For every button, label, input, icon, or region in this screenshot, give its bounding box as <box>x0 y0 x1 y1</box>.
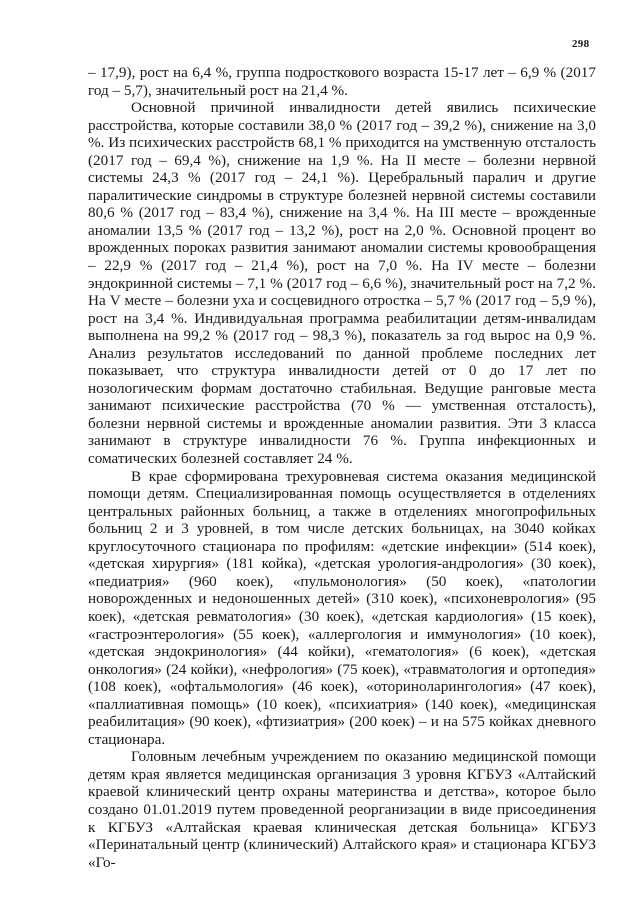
paragraph-care-system: В крае сформирована трехуровневая система оказания медицинской помощи детям. Специализированная помощь осуществляется в отделениях центральных районных больниц, а также в отделениях многопрофильных больниц 2 и 3 уровней, в том числе детских больницах, на 3040 койках круглосуточного стационара по профилям: «детские инфекции» (514 коек), «детская хирургия» (181 койка), «детская урология-андрология» (30 коек), «педиатрия» (960 коек), «пульмонология» (50 коек), «патологии новорожденных и недоношенных детей» (310 коек), «психоневрология» (95 коек), «детская ревматология» (30 коек), «детская кардиология» (15 коек), «гастроэнтерология» (55 коек), «аллергология и иммунология» (10 коек), «детская эндокринология» (44 койки), «гематология» (6 коек), «детская онкология» (24 койки), «нефрология» (75 коек), «травматология и ортопедия» (108 коек), «офтальмология» (46 коек), «оториноларингология» (47 коек), «паллиативная помощь» (10 коек), «психиатрия» (140 коек), «медицинская реабилитация» (90 коек), «фтизиатрия» (200 коек) – и на 575 койках дневного стационара. <box>88 467 596 748</box>
paragraph-continuation: – 17,9), рост на 6,4 %, группа подросткового возраста 15-17 лет – 6,9 % (2017 год – 5,7), значительный рост на 21,4 %. <box>88 64 596 99</box>
body-text <box>88 64 596 871</box>
page-number: 298 <box>572 38 590 50</box>
paragraph-disability-causes: Основной причиной инвалидности детей явились психические расстройства, которые составили 38,0 % (2017 год – 39,2 %), снижение на 3,0 %. Из психических расстройств 68,1 % приходится на умственную отсталость (2017 год – 69,4 %), снижение на 1,9 %. На II месте – болезни нервной системы 24,3 % (2017 год – 24,1 %). Церебральный паралич и другие паралитические синдромы в структуре болезней нервной системы составили 80,6 % (2017 год – 83,4 %), снижение на 3,4 %. На III месте – врожденные аномалии 13,5 % (2017 год – 13,2 %), рост на 2,0 %. Основной процент во врожденных пороках развития занимают аномалии системы кровообращения – 22,9 % (2017 год – 21,4 %), рост на 7,0 %. На IV месте – болезни эндокринной системы – 7,1 % (2017 год – 6,6 %), значительный рост на 7,2 %. На V месте – болезни уха и сосцевидного отростка – 5,7 % (2017 год – 5,9 %), рост на 3,4 %. Индивидуальная программа реабилитации детям-инвалидам выполнена на 99,2 % (2017 год – 98,3 %), показатель за год вырос на 0,9 %. Анализ результатов исследований по данной проблеме последних лет показывает, что структура инвалидности детей от 0 до 17 лет по нозологическим формам достаточно стабильная. Ведущие ранговые места занимают психические расстройства (70 % — умственная отсталость), болезни нервной системы и врожденные аномалии развития. Эти 3 класса занимают в структуре инвалидности 76 %. Группа инфекционных и соматических болезней составляет 24 %. <box>88 99 596 468</box>
paragraph-lead-institution: Головным лечебным учреждением по оказанию медицинской помощи детям края является медицинская организация 3 уровня КГБУЗ «Алтайский краевой клинический центр охраны материнства и детства», которое было создано 01.01.2019 путем проведенной реорганизации в виде присоединения к КГБУЗ «Алтайская краевая клиническая детская больница» КГБУЗ «Перинатальный центр (клинический) Алтайского края» и стационара КГБУЗ «Го- <box>88 748 596 871</box>
